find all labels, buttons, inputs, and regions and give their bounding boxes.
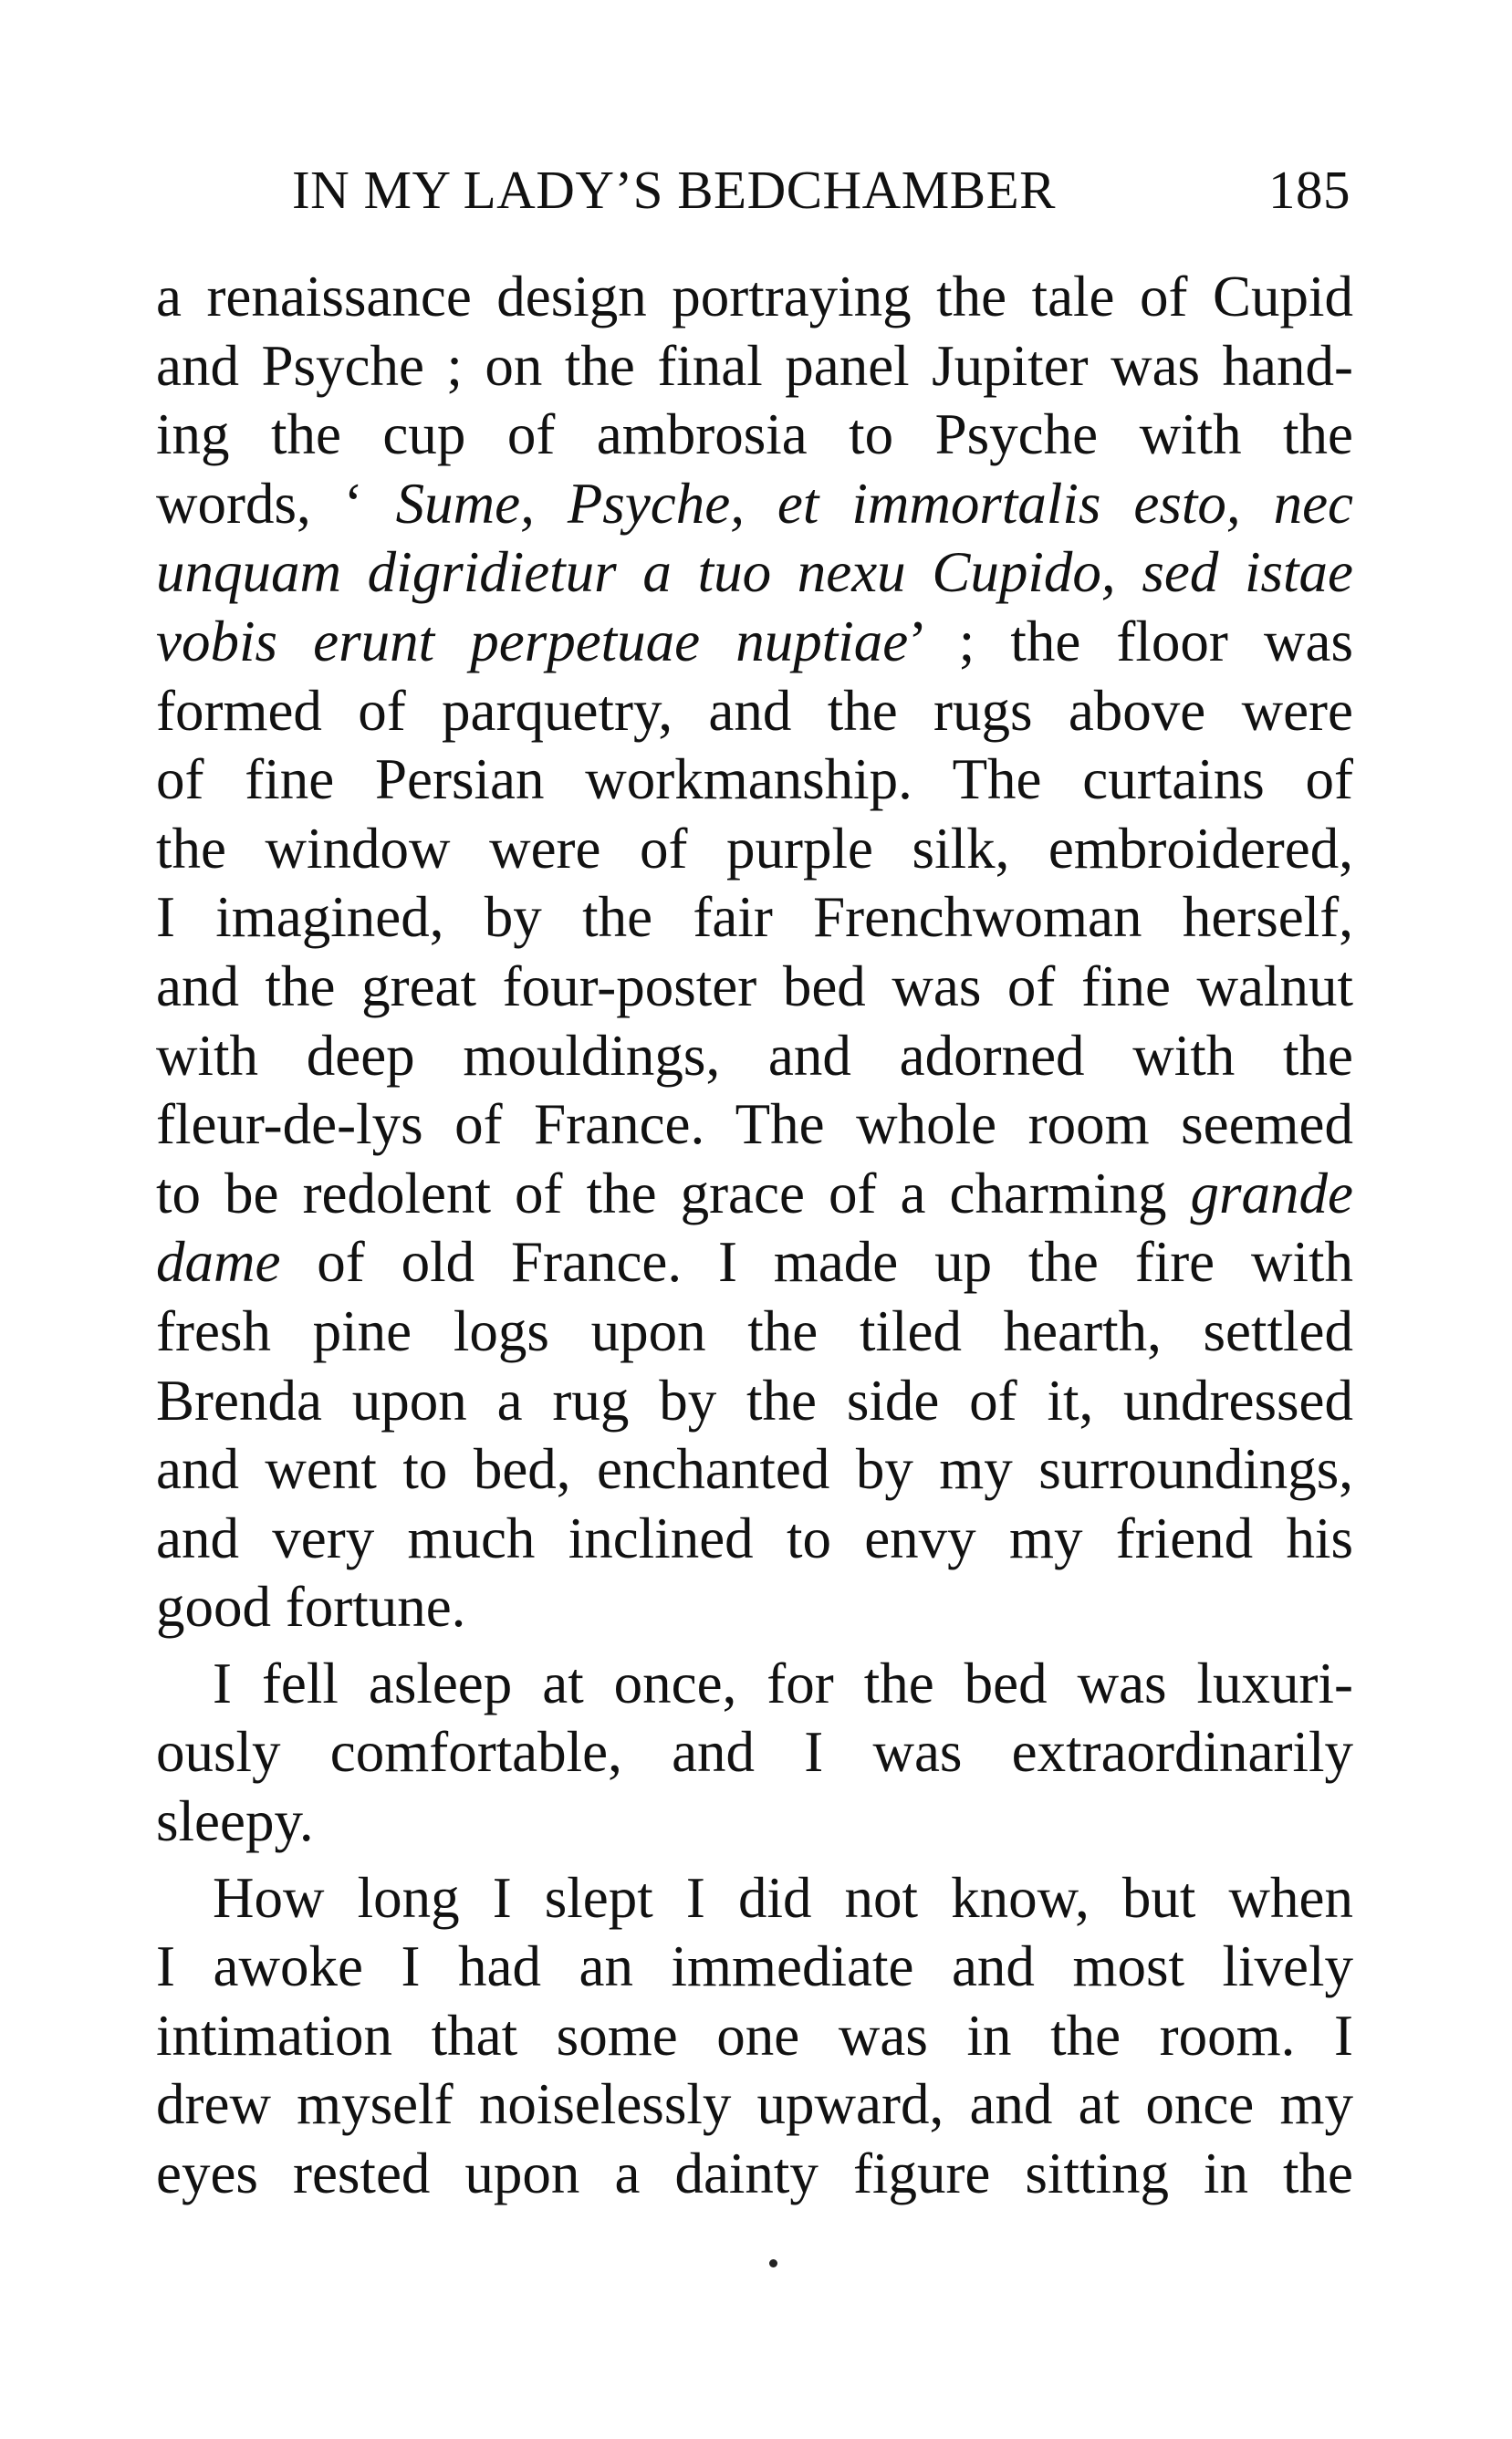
text-run: sleepy.	[156, 1789, 314, 1854]
text-run: I imagined, by the fair Frenchwoman herself,	[156, 885, 1353, 950]
text-run: with deep mouldings, and adorned with the	[156, 1023, 1353, 1088]
text-run: ’ ; the floor was	[908, 609, 1353, 673]
text-line	[156, 1090, 1353, 1160]
text-run: words, ‘	[156, 471, 396, 536]
running-head	[292, 153, 1350, 226]
text-line	[156, 1228, 1353, 1298]
text-run: drew myself noiselessly upward, and at once my	[156, 2072, 1353, 2137]
text-line	[156, 538, 1353, 608]
text-line	[156, 953, 1353, 1022]
text-run: and Psyche ; on the final panel Jupiter was hand-	[156, 333, 1353, 398]
italic-run: vobis erunt perpetuae nuptiae	[156, 609, 909, 673]
text-line	[156, 677, 1353, 746]
text-run: fleur-de-lys of France. The whole room seemed	[156, 1092, 1353, 1157]
text-run: I fell asleep at once, for the bed was luxuri-	[213, 1651, 1353, 1715]
paragraph	[156, 1864, 1353, 2209]
text-run: ously comfortable, and I was extraordinarily	[156, 1720, 1353, 1785]
text-run: ing the cup of ambrosia to Psyche with the	[156, 402, 1353, 467]
text-line	[156, 1298, 1353, 1367]
text-run: a renaissance design portraying the tale of Cupid	[156, 265, 1353, 328]
text-line	[156, 1573, 1353, 1642]
running-head-title: IN MY LADY’S BEDCHAMBER	[292, 160, 1056, 220]
italic-run: unquam digridietur a tuo nexu Cupido, sed istae	[156, 540, 1353, 605]
italic-run: grande	[1190, 1161, 1353, 1225]
text-line	[156, 332, 1353, 401]
printer-mark-dot	[769, 2259, 777, 2267]
text-line	[156, 1160, 1353, 1229]
text-run: formed of parquetry, and the rugs above were	[156, 678, 1353, 743]
text-run: and went to bed, enchanted by my surroundings,	[156, 1437, 1353, 1502]
text-run: of fine Persian workmanship. The curtains of	[156, 747, 1353, 812]
text-line	[156, 883, 1353, 953]
text-run: Brenda upon a rug by the side of it, undressed	[156, 1368, 1353, 1433]
text-run: eyes rested upon a dainty figure sitting in the	[156, 2142, 1353, 2206]
text-run: good fortune.	[156, 1575, 466, 1640]
text-line	[156, 1505, 1353, 1574]
italic-run: Sume, Psyche, et immortalis esto, nec	[395, 471, 1353, 536]
text-line	[156, 1022, 1353, 1091]
text-line	[156, 1435, 1353, 1505]
text-line	[156, 2002, 1353, 2071]
text-line	[156, 1864, 1353, 1933]
text-line	[156, 1933, 1353, 2002]
text-run: intimation that some one was in the room. I	[156, 2003, 1353, 2068]
text-line	[156, 2070, 1353, 2140]
text-run: fresh pine logs upon the tiled hearth, settled	[156, 1298, 1353, 1363]
text-line	[156, 745, 1353, 815]
text-line	[156, 401, 1353, 470]
body-text	[156, 263, 1353, 2209]
text-line	[156, 1367, 1353, 1436]
text-run: and the great four-poster bed was of fine walnut	[156, 954, 1353, 1018]
text-run: and very much inclined to envy my friend his	[156, 1506, 1353, 1570]
paragraph	[156, 263, 1353, 1642]
paragraph	[156, 1650, 1353, 1857]
text-run: the window were of purple silk, embroidered,	[156, 816, 1353, 881]
text-line	[156, 815, 1353, 884]
text-run: of old France. I made up the fire with	[280, 1230, 1353, 1295]
text-run: to be redolent of the grace of a charming	[156, 1161, 1191, 1225]
text-run: How long I slept I did not know, but when	[213, 1865, 1353, 1930]
text-run: I awoke I had an immediate and most lively	[156, 1934, 1353, 1999]
page-number: 185	[1268, 160, 1350, 220]
text-line	[156, 608, 1353, 677]
text-line	[156, 470, 1353, 539]
text-line	[156, 1650, 1353, 1719]
text-line	[156, 1788, 1353, 1857]
text-line	[156, 1718, 1353, 1788]
text-line	[156, 263, 1353, 332]
italic-run: dame	[156, 1230, 281, 1295]
text-line	[156, 2140, 1353, 2209]
